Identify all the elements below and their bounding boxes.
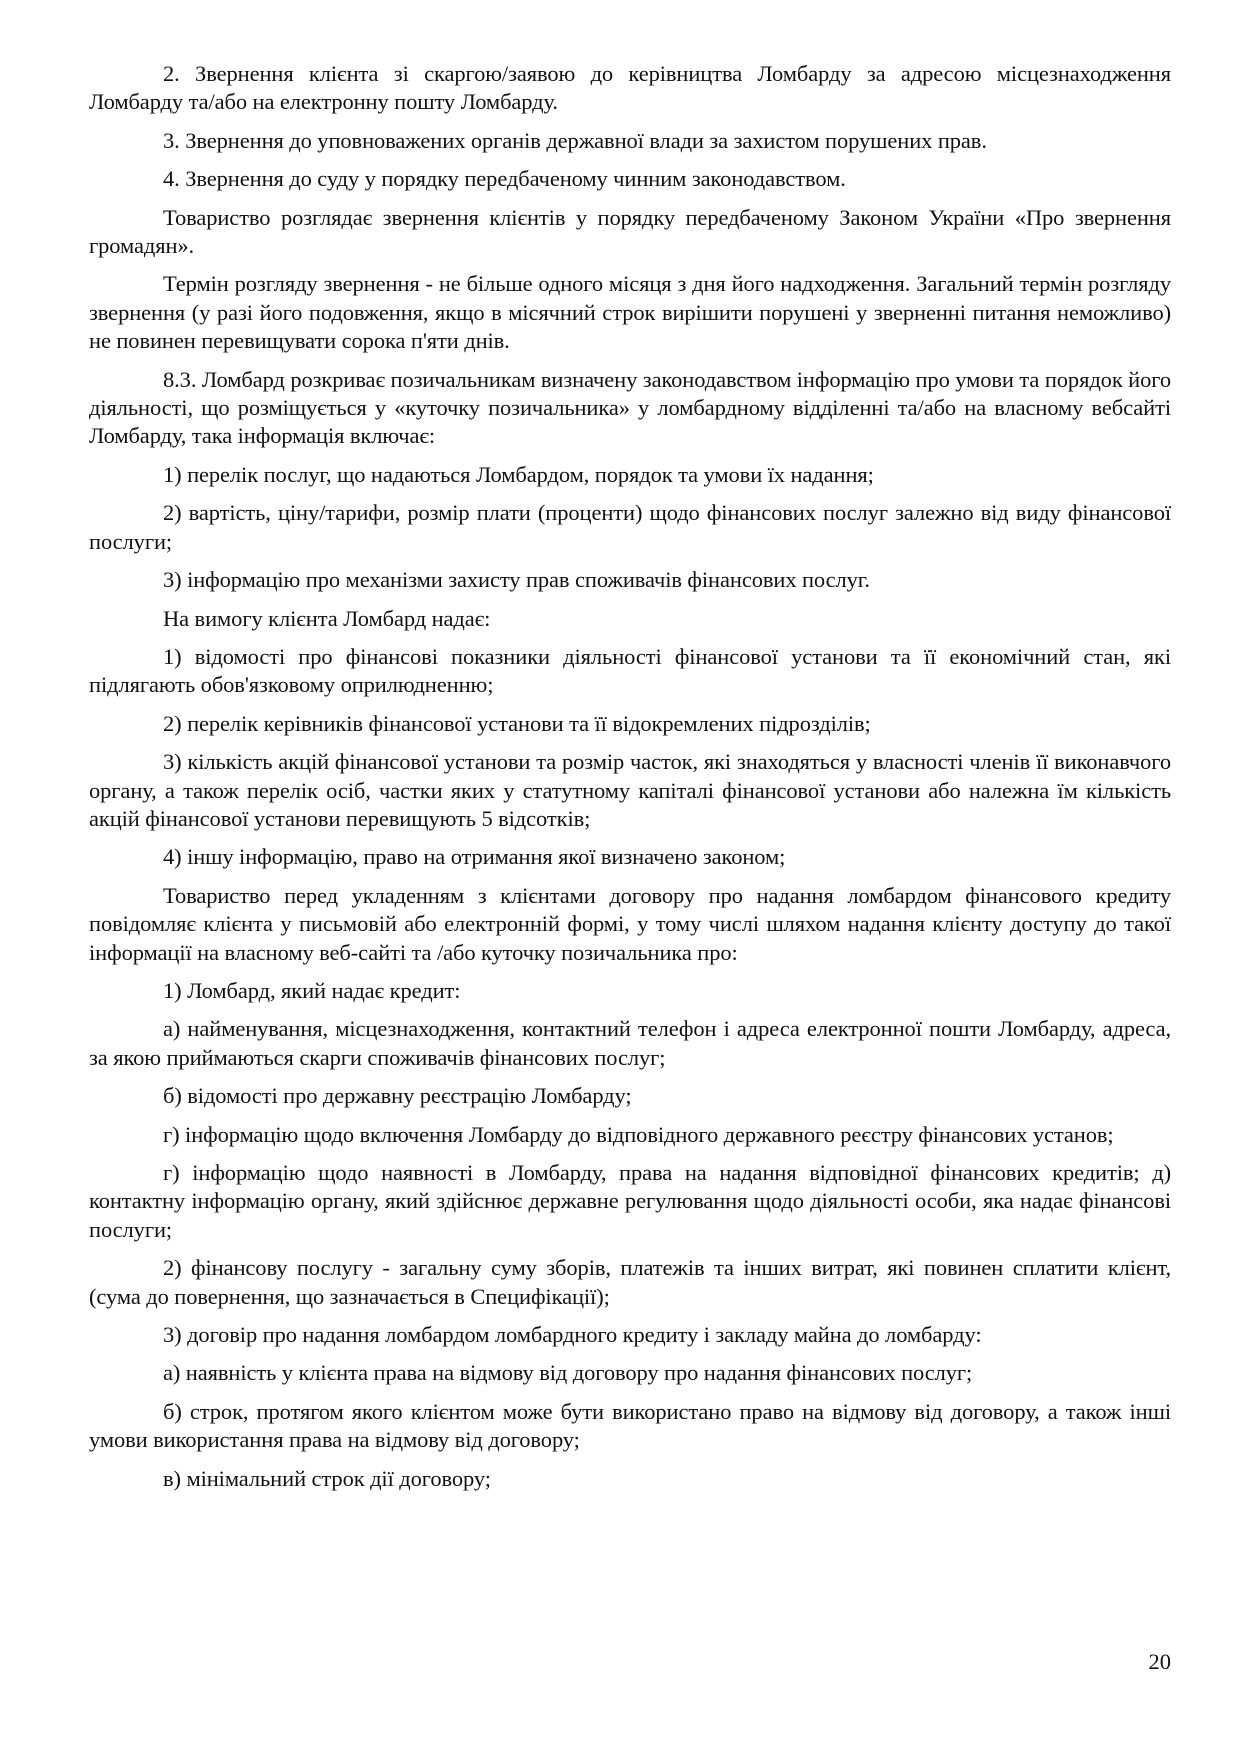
page-number: 20 [1148, 1649, 1171, 1674]
paragraph: 3) кількість акцій фінансової установи та розмір часток, які знаходяться у власності членів її виконавчого органу, а також перелік осіб, частки яких у статутному капіталі фінансової установи або належна їм кількість акцій фінансової установи перевищують 5 відсотків; [89, 749, 1171, 831]
paragraph: 1) перелік послуг, що надаються Ломбардом, порядок та умови їх надання; [163, 461, 874, 487]
paragraph: 4. Звернення до суду у порядку передбаченому чинним законодавством. [163, 166, 846, 192]
paragraph: 2) фінансову послугу - загальну суму зборів, платежів та інших витрат, які повинен сплатити клієнт, (сума до повернення, що зазначається в Специфікації); [89, 1255, 1171, 1309]
paragraph: б) відомості про державну реєстрацію Ломбарду; [163, 1083, 632, 1109]
paragraph: а) наявність у клієнта права на відмову від договору про надання фінансових послуг; [163, 1360, 973, 1386]
paragraph: 3) договір про надання ломбардом ломбардного кредиту і закладу майна до ломбарду: [163, 1322, 982, 1348]
paragraph: 3. Звернення до уповноважених органів державної влади за захистом порушених прав. [163, 127, 987, 153]
paragraph: 8.3. Ломбард розкриває позичальникам визначену законодавством інформацію про умови та порядок його діяльності, що розміщується у «куточку позичальника» у ломбардному відділенні та/або на власному вебсайті Ломбарду, така інформація включає: [89, 366, 1171, 449]
paragraph: 1) Ломбард, який надає кредит: [163, 977, 461, 1003]
paragraph: 2) вартість, ціну/тарифи, розмір плати (проценти) щодо фінансових послуг залежно від виду фінансової послуги; [89, 500, 1171, 554]
page-body [89, 60, 1171, 1503]
paragraph: 4) іншу інформацію, право на отримання якої визначено законом; [163, 844, 786, 870]
paragraph: в) мінімальний строк дії договору; [163, 1465, 491, 1491]
paragraph: а) найменування, місцезнаходження, контактний телефон і адреса електронної пошти Ломбарду, адреса, за якою приймаються скарги споживачів фінансових послуг; [89, 1016, 1171, 1070]
paragraph: 2) перелік керівників фінансової установи та її відокремлених підрозділів; [163, 710, 871, 736]
paragraph: 2. Звернення клієнта зі скаргою/заявою до керівництва Ломбарду за адресою місцезнаходження Ломбарду та/або на електронну пошту Ломбарду. [89, 61, 1171, 115]
paragraph: На вимогу клієнта Ломбард надає: [163, 605, 491, 631]
paragraph: г) інформацію щодо включення Ломбарду до відповідного державного реєстру фінансових установ; [163, 1121, 1114, 1147]
paragraph: Товариство розглядає звернення клієнтів у порядку передбаченому Законом України «Про звернення громадян». [89, 204, 1171, 259]
paragraph: б) строк, протягом якого клієнтом може бути використано право на відмову від договору, а також інші умови використання права на відмову від договору; [89, 1398, 1171, 1453]
paragraph: 1) відомості про фінансові показники діяльності фінансової установи та її економічний стан, які підлягають обов'язковому оприлюдненню; [89, 643, 1171, 698]
paragraph: Товариство перед укладенням з клієнтами договору про надання ломбардом фінансового кредиту повідомляє клієнта у письмовій або електронній формі, у тому числі шляхом надання клієнту доступу до такої інформації на власному веб-сайті та /або куточку позичальника про: [89, 882, 1171, 965]
paragraph: 3) інформацію про механізми захисту прав споживачів фінансових послуг. [163, 567, 870, 593]
paragraph: г) інформацію щодо наявності в Ломбарду, права на надання відповідної фінансових кредитів; д) контактну інформацію органу, який здійснює державне регулювання щодо діяльності особи, яка надає фінансові послуги; [89, 1160, 1171, 1242]
paragraph: Термін розгляду звернення - не більше одного місяця з дня його надходження. Загальний термін розгляду звернення (у разі його подовження, якщо в місячний строк вирішити порушені у зверненні питання неможливо) не повинен перевищувати сорока п'яти днів. [89, 271, 1171, 354]
